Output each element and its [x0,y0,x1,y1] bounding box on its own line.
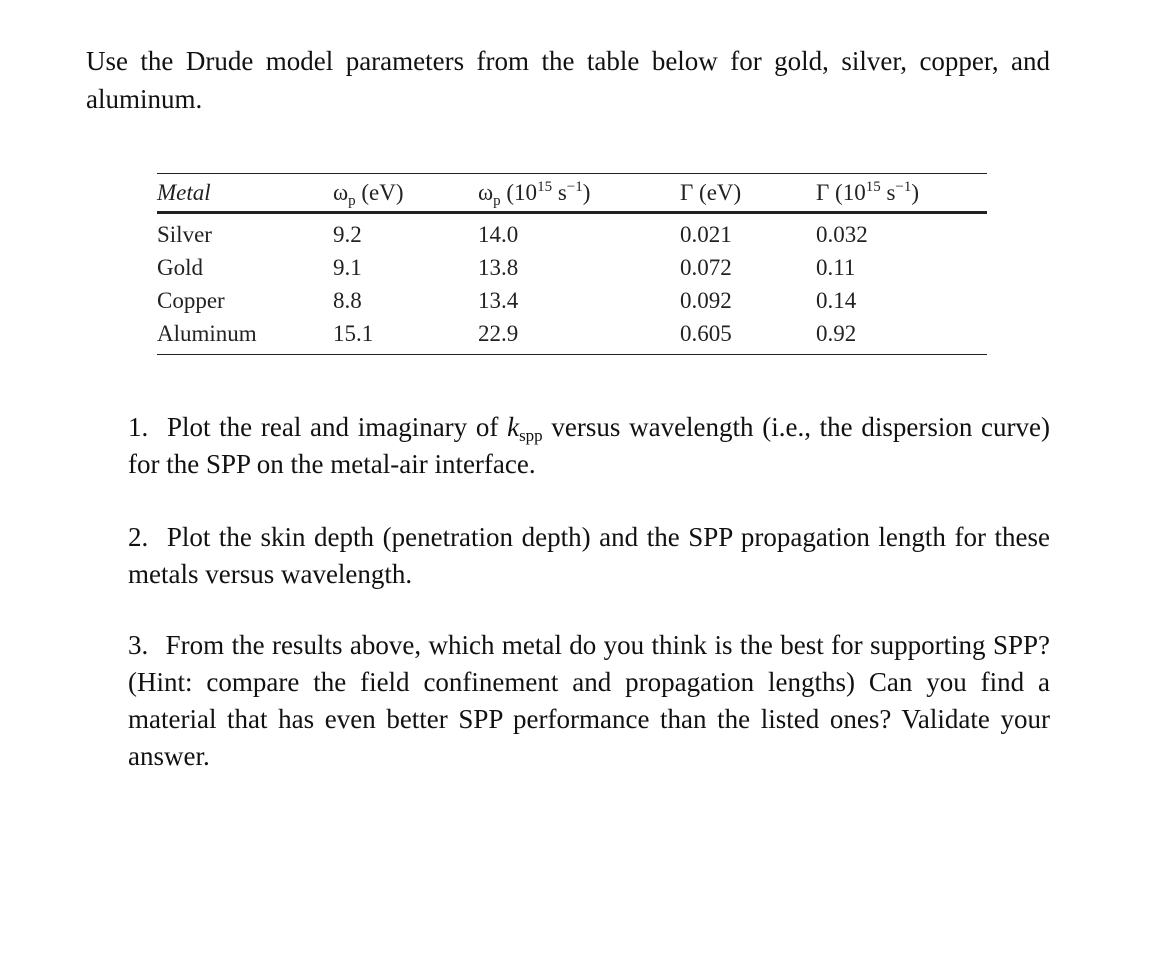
cell-gamma-s: 0.92 [816,320,857,346]
question-number: 3. [128,630,149,660]
table-row [157,317,987,355]
k-spp-symbol [507,412,543,445]
question-number: 2. [128,522,149,552]
table-row [157,213,987,252]
cell-wp-ev: 15.1 [333,320,374,346]
cell-wp-s: 13.8 [478,254,519,280]
cell-wp-s: 14.0 [478,221,519,247]
question-1-text-after: versus wavelength (i.e., the dispersion curve) for the SPP on the metal-air interface. [128,412,1050,479]
question-3-text: From the results above, which metal do you think is the best for supporting SPP? (Hint: compare the field confinement and propagation lengths) Can you find a material that has even better SPP performance than the listed ones? Validate your answer. [128,630,1050,771]
cell-metal: Gold [157,254,203,280]
cell-gamma-ev: 0.021 [680,221,732,247]
cell-wp-ev: 9.1 [333,254,362,280]
question-1-text-before: Plot the real and imaginary of [166,412,499,442]
question-number: 1. [128,412,149,442]
k-letter: k [507,412,520,442]
cell-wp-s: 22.9 [478,320,519,346]
table-header-row [157,174,987,213]
cell-gamma-ev: 0.605 [680,320,732,346]
cell-metal: Aluminum [157,320,257,346]
header-gamma-s: Γ ($10^{15}$ $s^{-1}$) [816,178,920,205]
k-subscript: spp [519,426,543,445]
cell-gamma-ev: 0.092 [680,287,732,313]
header-wp-s: $\omega_p$ ($10^{15}$ $s^{-1}$) [478,178,591,209]
cell-wp-ev: 8.8 [333,287,362,313]
intro-paragraph: Use the Drude model parameters from the table below for gold, silver, copper, and aluminum. [86,46,1050,114]
table-row [157,251,987,284]
table-row [157,284,987,317]
header-gamma-ev: Γ (eV) [680,179,742,205]
cell-wp-ev: 9.2 [333,221,362,247]
parameters-table [157,173,987,355]
cell-gamma-s: 0.11 [816,254,856,280]
question-1 [128,409,1050,483]
cell-gamma-ev: 0.072 [680,254,732,280]
header-wp-ev: $\omega_p$ (eV) [333,179,404,209]
question-3 [128,627,1050,775]
question-2 [128,519,1050,593]
cell-gamma-s: 0.032 [816,221,868,247]
cell-metal: Silver [157,221,212,247]
header-metal: Metal [157,179,211,205]
cell-metal: Copper [157,287,225,313]
cell-wp-s: 13.4 [478,287,519,313]
drude-parameters-table [157,173,987,355]
question-2-text: Plot the skin depth (penetration depth) and the SPP propagation length for these metals versus wavelength. [128,522,1051,589]
cell-gamma-s: 0.14 [816,287,857,313]
